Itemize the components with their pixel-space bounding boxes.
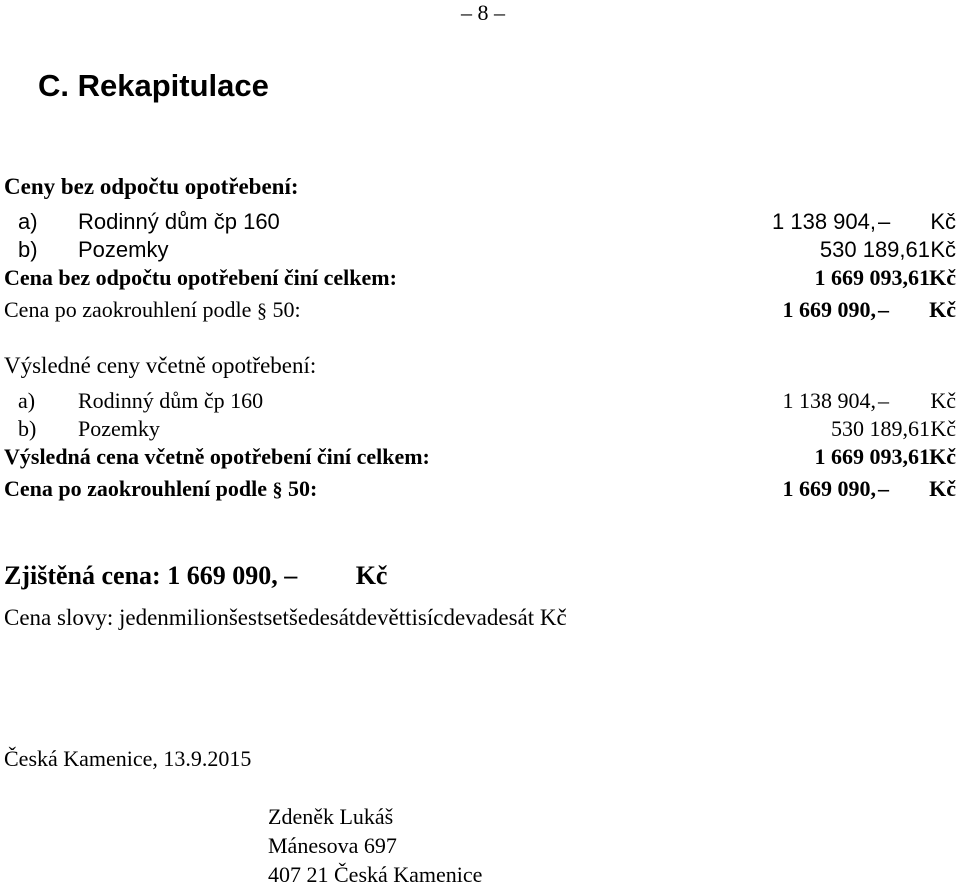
rounded-currency: Kč: [929, 297, 956, 322]
place-date: Česká Kamenice, 13.9.2015: [4, 746, 252, 771]
rounded-row: [0, 296, 960, 324]
price-in-words: Cena slovy: jedenmilionšestsetšedesátdevěttisícdevadesát Kč: [4, 605, 567, 630]
item-label: Pozemky: [78, 416, 160, 441]
amount-dash: –: [878, 476, 889, 501]
total-label: Výsledná cena včetně opotřebení činí celkem:: [4, 444, 430, 469]
author-city: 407 21 Česká Kamenice: [268, 862, 483, 887]
item-currency: Kč: [930, 209, 956, 234]
item-label: Pozemky: [78, 237, 169, 262]
item-amount: 1 138 904,: [772, 209, 876, 234]
total-currency: Kč: [929, 265, 956, 290]
item-letter: a): [18, 388, 36, 413]
amount-dash: –: [878, 209, 891, 234]
rounded-label-b: 50:: [288, 476, 318, 501]
rounded-amount: 1 669 090,: [782, 297, 876, 322]
item-currency: Kč: [930, 388, 956, 413]
final-price-label: Zjištěná cena: 1 669 090,: [4, 561, 278, 590]
item-letter: b): [18, 237, 38, 262]
page-number: – 8 –: [461, 0, 505, 25]
item-letter: b): [18, 416, 37, 441]
paragraph-sign: §: [256, 300, 267, 322]
total-label: Cena bez odpočtu opotřebení činí celkem:: [4, 265, 397, 290]
section-title-prices-without-depreciation: Ceny bez odpočtu opotřebení:: [4, 174, 299, 199]
item-amount: 1 138 904,: [782, 388, 876, 413]
author-name: Zdeněk Lukáš: [268, 804, 394, 829]
rounded-row: [0, 475, 960, 503]
total-row: [0, 443, 960, 471]
table-row: [0, 236, 960, 264]
rounded-label: [4, 475, 317, 504]
rounded-label-a: Cena po zaokrouhlení podle: [4, 297, 252, 322]
total-currency: Kč: [929, 444, 956, 469]
section-title-prices-with-depreciation: Výsledné ceny včetně opotřebení:: [4, 353, 317, 378]
rounded-label-a: Cena po zaokrouhlení podle: [4, 476, 268, 501]
final-price-dash: –: [284, 561, 298, 590]
page-title: C. Rekapitulace: [38, 68, 269, 103]
total-row: [0, 264, 960, 292]
author-street: Mánesova 697: [268, 833, 397, 858]
item-letter: a): [18, 209, 38, 234]
item-currency: Kč: [930, 237, 956, 262]
amount-dash: –: [878, 297, 889, 322]
table-row: [0, 208, 960, 236]
item-label: Rodinný dům čp 160: [78, 209, 280, 234]
rounded-amount: 1 669 090,: [782, 476, 876, 501]
final-price: [4, 560, 387, 592]
rounded-label-b: 50:: [272, 297, 301, 322]
rounded-currency: Kč: [929, 476, 956, 501]
total-amount: 1 669 093,61: [814, 444, 930, 469]
item-label: Rodinný dům čp 160: [78, 388, 264, 413]
rounded-label: [4, 296, 301, 325]
table-row: [0, 415, 960, 443]
final-price-currency: Kč: [355, 561, 388, 590]
table-row: [0, 387, 960, 415]
paragraph-sign: §: [272, 479, 283, 501]
item-currency: Kč: [930, 416, 956, 441]
item-amount: 530 189,61: [831, 416, 930, 441]
total-amount: 1 669 093,61: [814, 265, 930, 290]
amount-dash: –: [878, 388, 889, 413]
item-amount: 530 189,61: [819, 237, 930, 262]
